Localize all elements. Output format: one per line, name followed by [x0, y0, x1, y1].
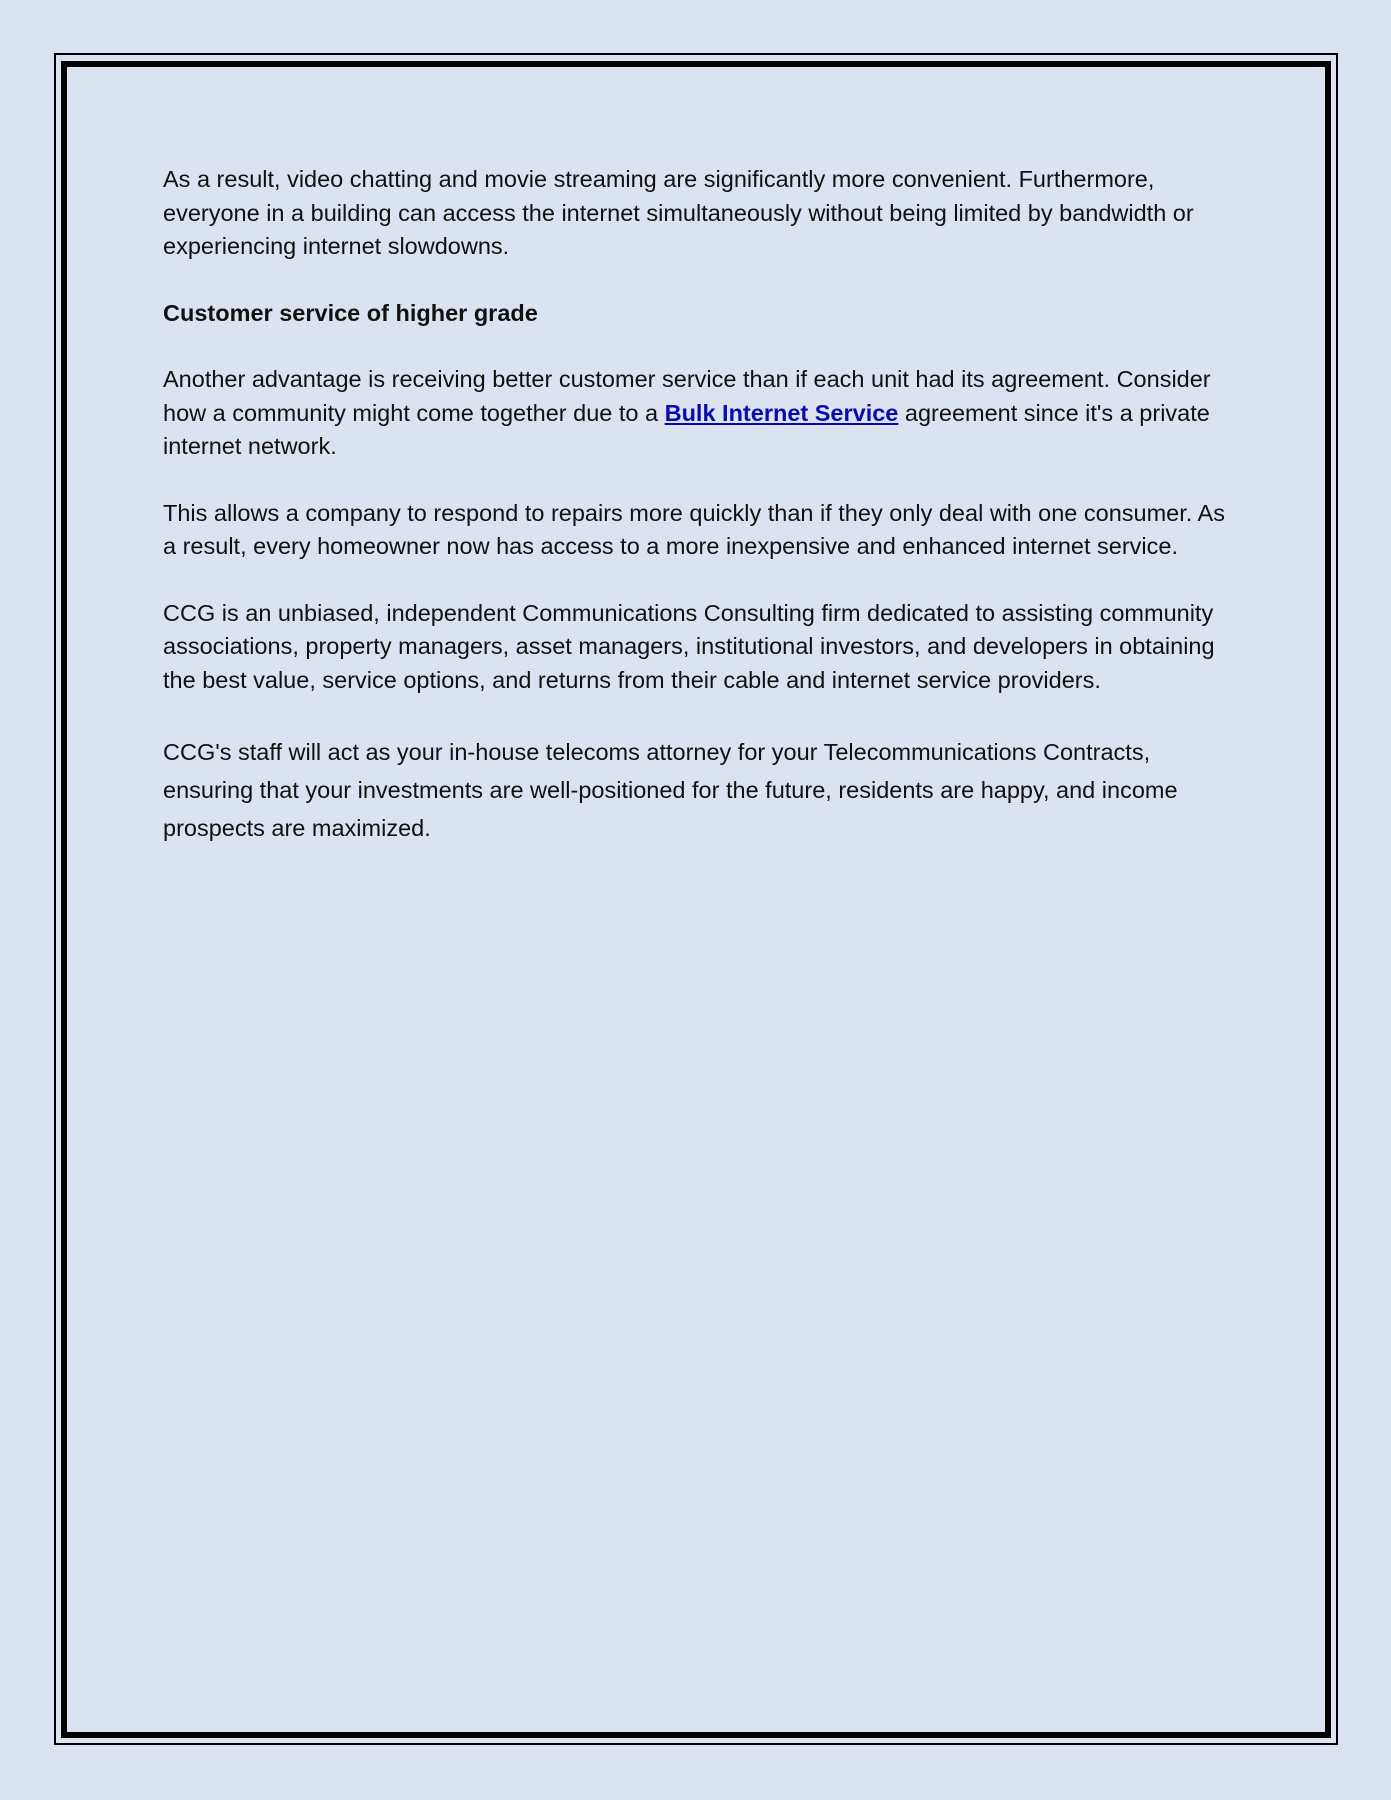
paragraph-customer-service-text-end: agreement since it's a private internet network.: [163, 399, 1210, 459]
paragraph-ccg-staff: CCG's staff will act as your in-house telecoms attorney for your Telecommunications Contracts, ensuring that your investments are well-positioned for the future, residents are happy, and income prospects are maximized.: [163, 739, 1178, 841]
paragraph-streaming: As a result, video chatting and movie streaming are significantly more convenient. Furthermore, everyone in a building can access the internet simultaneously without being limited by bandwidth or experiencing internet slowdowns.: [163, 166, 1194, 259]
bulk-internet-service-link[interactable]: Bulk Internet Service: [664, 399, 899, 426]
heading-customer-service: Customer service of higher grade: [163, 299, 538, 326]
paragraph-customer-service: [163, 363, 1243, 464]
document-body: [163, 163, 1243, 880]
paragraph-customer-service-text-start: Another advantage is receiving better customer service than if each unit had its agreement. Consider how a community might come together due to a: [163, 366, 1211, 426]
paragraph-ccg-about: CCG is an unbiased, independent Communications Consulting firm dedicated to assisting community associations, property managers, asset managers, institutional investors, and developers in obtaining the best value, service options, and returns from their cable and internet service providers.: [163, 599, 1215, 693]
paragraph-repairs: This allows a company to respond to repairs more quickly than if they only deal with one consumer. As a result, every homeowner now has access to a more inexpensive and enhanced internet service.: [163, 499, 1225, 559]
